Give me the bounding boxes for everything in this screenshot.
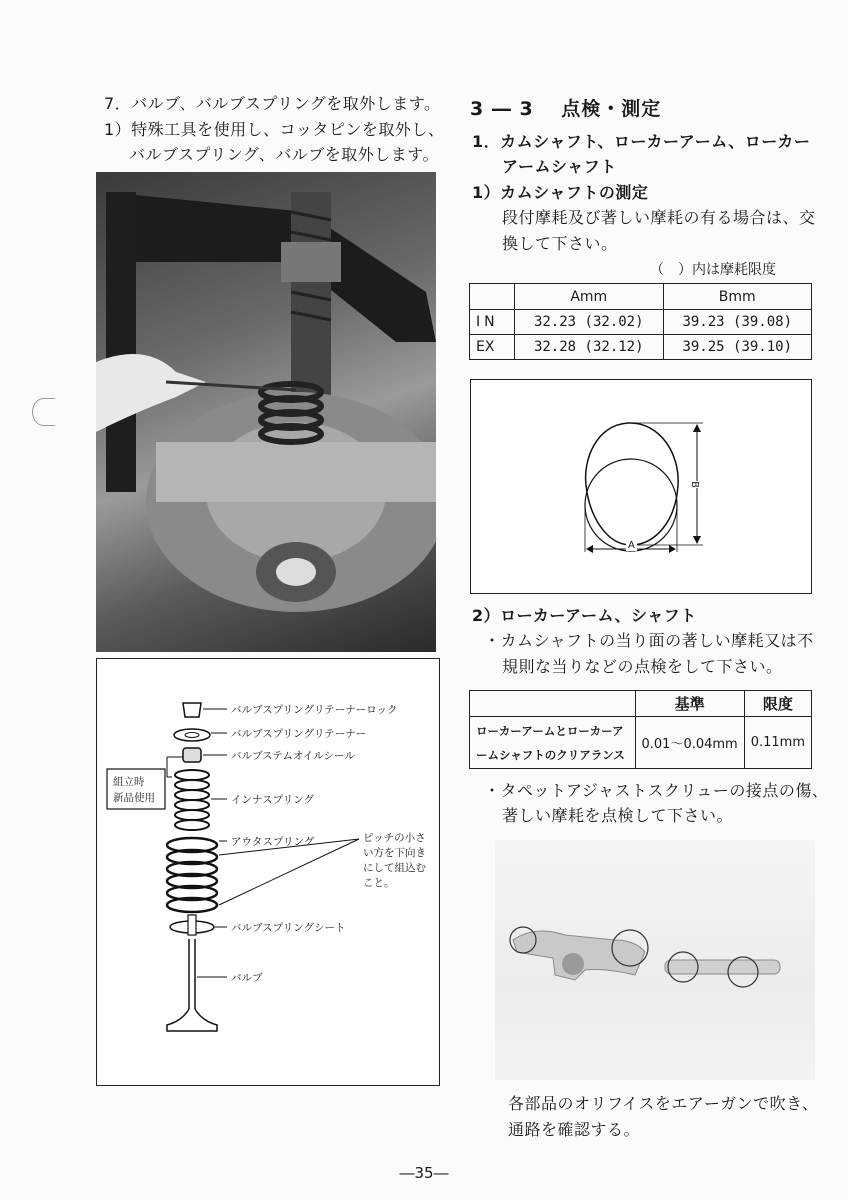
label-inner-spring: インナスプリング	[231, 794, 314, 806]
rocker-bullet1-line1: ・カムシャフトの当り面の著しい摩耗又は不	[484, 631, 814, 650]
rocker-clearance-table	[469, 690, 812, 769]
section-title: 3 ― 3 点検・測定	[470, 98, 662, 120]
camshaft-measure-title: 1）カムシャフトの測定	[472, 183, 649, 202]
table-header-cell: 限度	[744, 691, 811, 717]
rocker-bullet2-line2: 著しい摩耗を点検して下さい。	[502, 806, 734, 825]
table-cell: IN	[470, 310, 515, 335]
label-valve: バルブ	[231, 972, 263, 984]
retainer-part	[174, 729, 210, 741]
table-row	[470, 335, 812, 360]
table-cell: 32.23 (32.02)	[515, 310, 664, 335]
camshaft-body-line1: 段付摩耗及び著しい摩耗の有る場合は、交	[502, 208, 816, 227]
dimension-a-label: A	[628, 540, 635, 551]
table-cell: 39.25 (39.10)	[663, 335, 812, 360]
cam-lobe-figure	[470, 379, 812, 594]
table-row	[470, 717, 812, 769]
pitch-note-line: にして組込む	[363, 862, 426, 874]
cam-lobe-drawing	[471, 380, 811, 593]
table-cell	[470, 717, 636, 769]
clearance-item-line1: ローカーアームとローカーア	[476, 723, 624, 738]
rocker-bullet2-line1: ・タペットアジャストスクリューの接点の傷、	[484, 781, 829, 800]
rocker-arm-photo	[495, 840, 815, 1080]
table-cell: 39.23 (39.08)	[663, 310, 812, 335]
table-header-row	[470, 691, 812, 717]
label-retainer-lock: バルブスプリングリテーナーロック	[231, 704, 398, 716]
clearance-standard: 0.01～0.04mm	[635, 717, 744, 769]
stem-seal-part	[183, 748, 201, 762]
table-header-cell	[470, 284, 515, 310]
table-row	[470, 310, 812, 335]
step-7-sub1-line1: 1）特殊工具を使用し、コッタピンを取外し、	[104, 120, 445, 139]
label-retainer: バルブスプリングリテーナー	[231, 728, 367, 740]
closing-line2: 通路を確認する。	[508, 1120, 641, 1139]
valve-part	[167, 915, 217, 1031]
note-new-line2: 新品使用	[113, 792, 155, 804]
clearance-item-line2: ームシャフトのクリアランス	[476, 747, 625, 762]
inner-spring-part	[175, 770, 209, 830]
table-header-cell	[470, 691, 636, 717]
step-7-text: 7．バルブ、バルブスプリングを取外します。	[104, 94, 441, 113]
label-spring-seat: バルブスプリングシート	[231, 922, 346, 934]
valve-removal-photo-drawing	[96, 172, 436, 652]
pitch-note	[363, 831, 426, 891]
table-header-cell: 基準	[635, 691, 744, 717]
pitch-note-line: い方を下向き	[363, 847, 426, 859]
table-cell: EX	[470, 335, 515, 360]
table-header-cell: Amm	[515, 284, 664, 310]
valve-exploded-diagram	[96, 658, 440, 1086]
pitch-note-line: こと。	[363, 877, 395, 889]
pitch-note-line: ピッチの小さ	[363, 832, 426, 844]
dimension-b-label: B	[688, 481, 700, 488]
label-outer-spring: アウタスプリング	[231, 836, 315, 848]
table-cell: 32.28 (32.12)	[515, 335, 664, 360]
page-number: ―35―	[399, 1164, 449, 1182]
valve-removal-photo	[96, 172, 436, 652]
rocker-bullet1-line2: 規則な当りなどの点検をして下さい。	[502, 657, 783, 676]
item-1-line1: 1．カムシャフト、ローカーアーム、ローカー	[472, 132, 811, 151]
label-stem-seal: バルブステムオイルシール	[231, 750, 355, 762]
step-7-sub1-line2: バルブスプリング、バルブを取外します。	[129, 145, 439, 164]
retainer-lock-part	[183, 703, 201, 717]
clearance-limit: 0.11mm	[744, 717, 811, 769]
outer-spring-part	[167, 838, 217, 912]
table-header-row	[470, 284, 812, 310]
item-1-line2: アームシャフト	[502, 157, 617, 176]
rocker-title: 2）ローカーアーム、シャフト	[472, 606, 697, 625]
rocker-arm-photo-drawing	[495, 840, 815, 1080]
camshaft-spec-table	[469, 283, 812, 360]
wear-limit-note: （ ）内は摩耗限度	[650, 262, 776, 278]
table-header-cell: Bmm	[663, 284, 812, 310]
camshaft-body-line2: 換して下さい。	[502, 234, 618, 253]
closing-line1: 各部品のオリフイスをエアーガンで吹き、	[508, 1094, 819, 1113]
punch-hole-mark	[32, 398, 55, 426]
note-new-line1: 組立時	[113, 776, 145, 788]
